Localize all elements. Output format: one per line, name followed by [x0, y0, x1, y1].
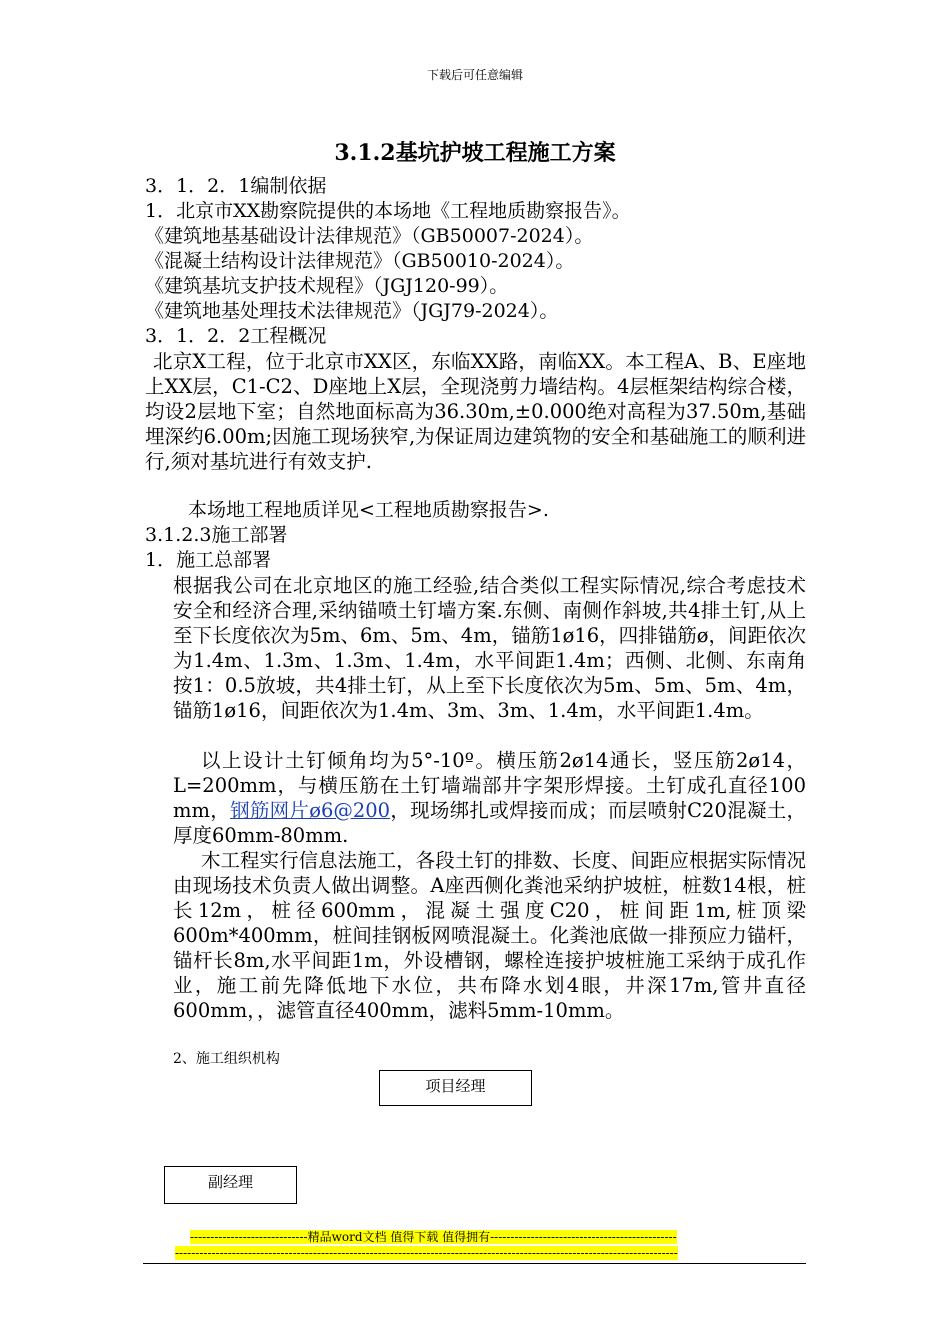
construction-paragraph: 木工程实行信息法施工，各段土钉的排数、长度、间距应根据实际情况由现场技术负责人做出调整。A座西侧化粪池采纳护坡桩，桩数14根，桩长12m，桩径600mm，混凝土强度C20，桩间距1m,桩顶梁600m*400mm，桩间挂钢板网喷混凝土。化粪池底做一排预应力锚杆，锚杆长8m,水平间距1m，外设槽钢，螺栓连接护坡桩施工采纳于成孔作业，施工前先降低地下水位，共布降水划4眼，井深17m,管井直径600mm，，滤管直径400mm，滤料5mm-10mm。 [173, 849, 806, 1022]
design-paragraph [173, 748, 806, 848]
reference-item: 1．北京市XX勘察院提供的本场地《工程地质勘察报告》。 [145, 200, 631, 222]
deployment-paragraph: 根据我公司在北京地区的施工经验,结合类似工程实际情况,综合考虑技术安全和经济合理,采纳锚喷土钉墙方案.东侧、南侧作斜坡,共4排土钉,从上至下长度依次为5m、6m、5m、4m，锚筋1ø16，四排锚筋ø，间距依次为1.4m、1.3m、1.3m、1.4m，水平间距1.4m；西侧、北侧、东南角按1：0.5放坡，共4排土钉，从上至下长度依次为5m、5m、5m、4m，锚筋1ø16，间距依次为1.4m、3m、3m、1.4m，水平间距1.4m。 [173, 574, 806, 722]
reference-item: 《建筑地基处理技术法律规范》（JGJ79-2024）。 [145, 300, 559, 322]
section-heading-1: 3．1．2．1编制依据 [145, 175, 327, 197]
design-text-b: ，现场绑扎或焊接而成；而层喷射C20混凝土，厚度60mm-80mm. [173, 799, 807, 847]
org-box-deputy-manager [164, 1166, 297, 1204]
reference-item: 《建筑基坑支护技术规程》（JGJ120-99）。 [145, 275, 509, 297]
footer-banner-line-2: ---------------------------------------------------------------------------------------------------------------------------- [175, 1246, 678, 1260]
section-heading-2: 3．1．2．2工程概况 [145, 325, 327, 347]
reference-item: 《建筑地基基础设计法律规范》（GB50007-2024）。 [145, 225, 594, 247]
page-title: 3.1.2基坑护坡工程施工方案 [334, 140, 616, 166]
geology-reference-line: 本场地工程地质详见<工程地质勘察报告>. [188, 499, 549, 521]
org-box-project-manager [379, 1070, 532, 1106]
subsection-heading: 1．施工总部署 [145, 549, 272, 571]
footer-divider [143, 1263, 806, 1264]
org-box-label: 副经理 [207, 1173, 253, 1191]
header-note: 下载后可任意编辑 [426, 68, 523, 82]
org-box-label: 项目经理 [425, 1077, 486, 1095]
subsection-heading-2: 2、施工组织机构 [173, 1051, 280, 1067]
footer-banner-line-1: -----------------------------精品word文档 值得下载 值得拥有---------------------------------------------- [190, 1230, 677, 1244]
section-heading-3: 3.1.2.3施工部署 [145, 524, 288, 546]
project-overview-paragraph: 北京X工程，位于北京市XX区，东临XX路，南临XX。本工程A、B、E座地上XX层，C1-C2、D座地上X层，全现浇剪力墙结构。4层框架结构综合楼，均设2层地下室；自然地面标高为36.30m,±0.000绝对高程为37.50m,基础埋深约6.00m;因施工现场狭窄,为保证周边建筑物的安全和基础施工的顺利进行,须对基坑进行有效支护. [145, 350, 806, 473]
mesh-link[interactable]: 钢筋网片ø6@200 [230, 799, 391, 822]
reference-item: 《混凝土结构设计法律规范》（GB50010-2024）。 [145, 250, 575, 272]
design-text-a: 以上设计土钉倾角均为5°-10º。横压筋2ø14通长，竖压筋2ø14，L=200mm，与横压筋在土钉墙端部井字架形焊接。土钉成孔直径100 mm， [173, 749, 806, 822]
